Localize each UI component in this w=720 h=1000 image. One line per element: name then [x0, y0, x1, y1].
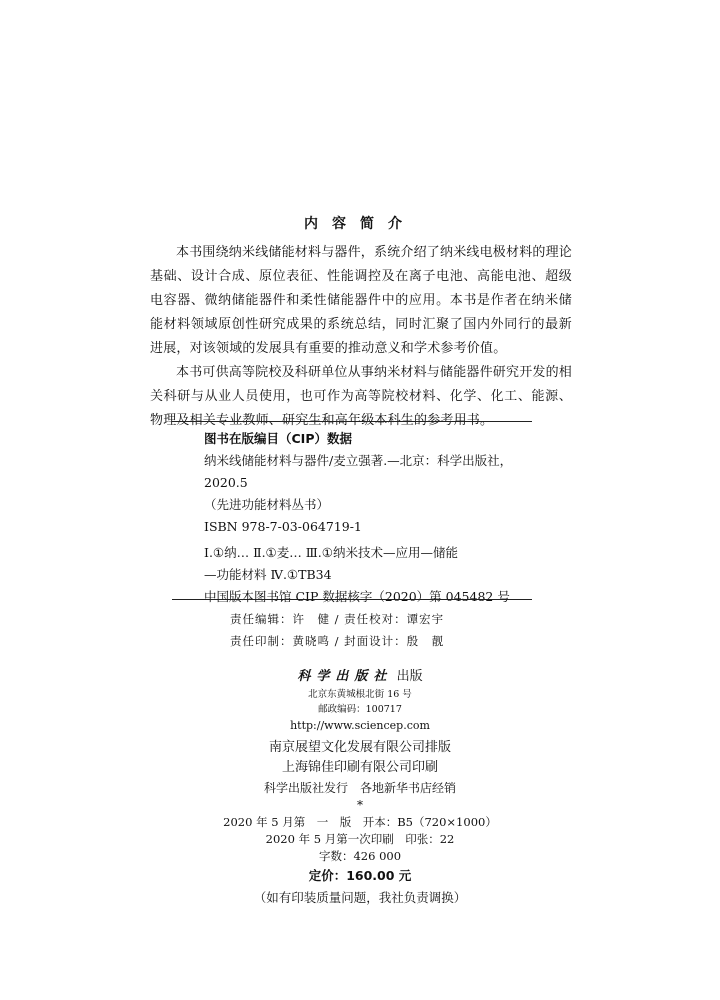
publisher-url: http://www.sciencep.com	[290, 719, 430, 732]
printer-line: 上海锦佳印刷有限公司印刷	[281, 760, 438, 775]
credits-editors: 责任编辑：许 健 / 责任校对：谭宏宇	[230, 612, 445, 626]
cip-heading: 图书在版编目（CIP）数据	[204, 431, 352, 446]
typesetter-line: 南京展望文化发展有限公司排版	[268, 740, 451, 755]
cip-core-number: 中国版本图书馆 CIP 数据核字（2020）第 045482 号	[204, 589, 510, 604]
cip-line: 纳米线储能材料与器件/麦立强著.—北京：科学出版社，	[204, 453, 513, 468]
edition-line: 2020 年 5 月第 一 版 开本：B5（720×1000）	[223, 815, 497, 829]
publisher-name-line	[200, 667, 520, 687]
cip-top-rule	[172, 421, 532, 422]
quality-note: （如有印装质量问题，我社负责调换）	[253, 890, 467, 905]
summary-paragraph: 本书围绕纳米线储能材料与器件，系统介绍了纳米线电极材料的理论基础、设计合成、原位表征、性能调控及在离子电池、高能电池、超级电容器、微纳储能器件和柔性储能器件中的应用。本书是作者在纳米储能材料领域原创性研究成果的系统总结，同时汇聚了国内外同行的最新进展，对该领域的发展具有重要的推动意义和学术参考价值。	[150, 245, 573, 356]
cip-line: 2020.5	[204, 475, 248, 490]
publisher-postcode: 邮政编码：100717	[318, 704, 402, 715]
publisher-suffix: 出版	[396, 669, 423, 684]
credits-production: 责任印制：黄晓鸣 / 封面设计：殷 靓	[230, 634, 445, 648]
distribution-line: 科学出版社发行 各地新华书店经销	[263, 781, 456, 795]
production-block	[200, 738, 520, 798]
summary-paragraph: 本书可供高等院校及科研单位从事纳米材料与储能器件研究开发的相关科研与从业人员使用，也可作为高等院校材料、化学、化工、能源、物理及相关专业教师、研究生和高年级本科生的参考用书。	[150, 365, 573, 428]
summary-title: 内容简介	[304, 216, 416, 232]
publisher-address: 北京东黄城根北街 16 号	[308, 689, 412, 700]
printing-line: 2020 年 5 月第一次印刷 印张：22	[265, 832, 455, 846]
cip-classification: —功能材料 Ⅳ.①TB34	[204, 567, 332, 582]
specs-block	[0, 814, 720, 909]
cip-line: （先进功能材料丛书）	[204, 497, 330, 512]
cip-bottom-rule	[172, 599, 532, 600]
cip-data-block	[204, 428, 530, 608]
cip-classification: Ⅰ.①纳… Ⅱ.①麦… Ⅲ.①纳米技术—应用—储能	[204, 545, 458, 560]
publisher-logotype: 科学出版社	[297, 669, 393, 684]
word-count: 字数：426 000	[318, 849, 402, 863]
price: 定价：160.00 元	[308, 868, 412, 883]
publisher-block	[200, 667, 520, 735]
credits	[230, 608, 550, 652]
separator-asterisk: *	[357, 798, 363, 812]
summary-section	[150, 241, 572, 433]
cip-isbn: ISBN 978-7-03-064719-1	[204, 519, 362, 534]
